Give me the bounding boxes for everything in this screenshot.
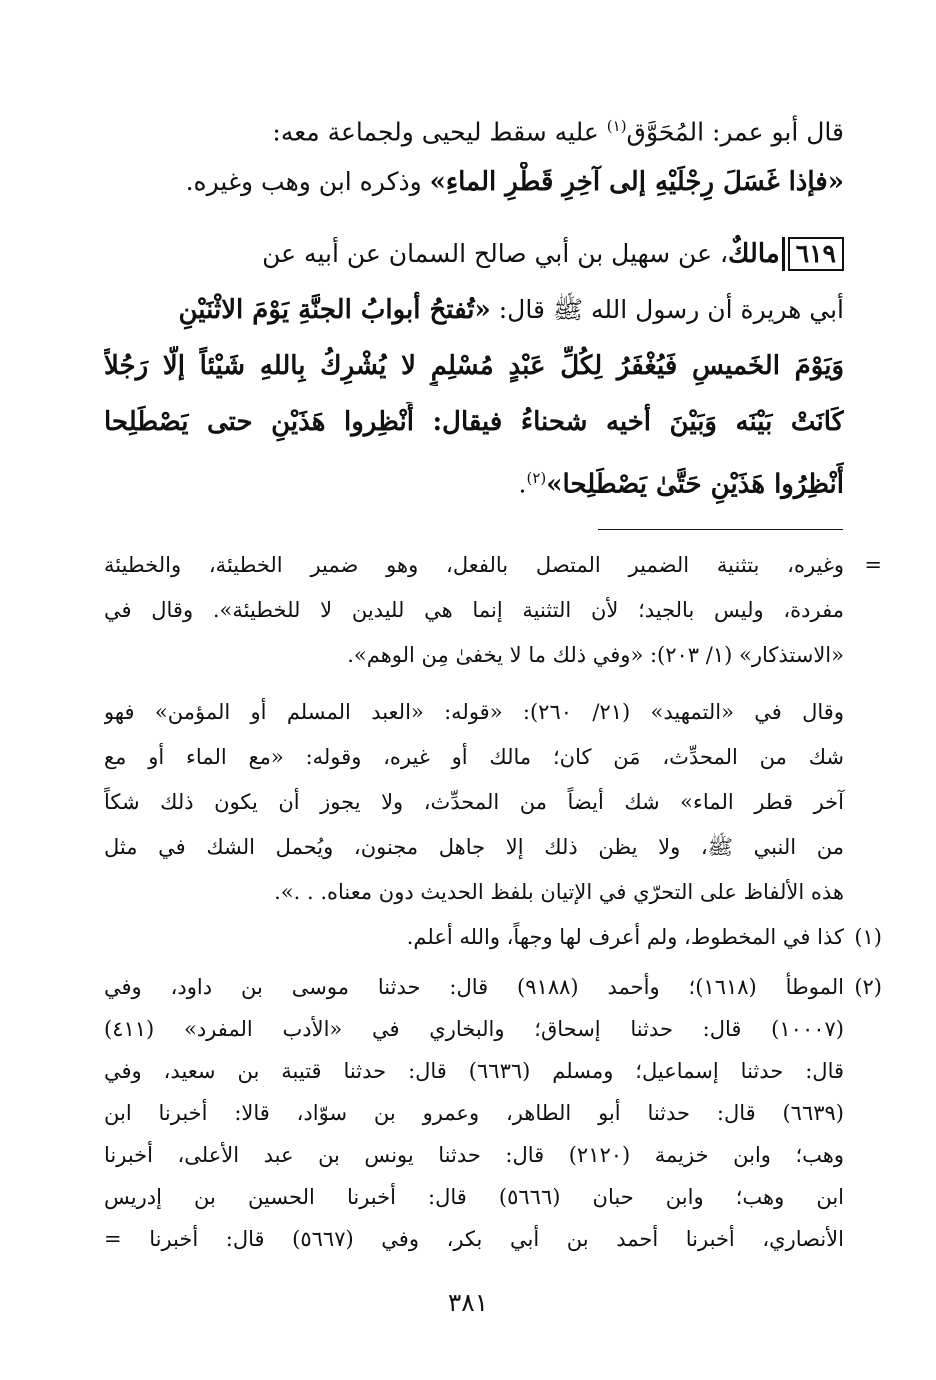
footnote-2-line-1 xyxy=(104,970,882,1004)
main-line-6: كَانَتْ بَيْنَه وَبَيْنَ أخيه شحناءُ فيقال: أَنْظِروا هَذَيْنِ حتى يَصْطَلِحا xyxy=(104,407,844,437)
footnote-2-line-3: قال: حدثنا إسماعيل؛ ومسلم (٦٦٣٦) قال: حدثنا قتيبة بن سعيد، وفي xyxy=(104,1059,845,1083)
text-span: قال أبو عمر: المُحَوَّق xyxy=(626,117,844,147)
footnote-tamhid-line-4: من النبي ﷺ، ولا يظن ذلك إلا جاهل مجنون، ويُحمل الشك في مثل xyxy=(104,835,844,859)
quote-text: «تُفتحُ أبوابُ الجنَّةِ يَوْمَ الاثْنَيْنِ xyxy=(178,295,491,325)
text-span: وغيره، بتثنية الضمير المتصل بالفعل، وهو ضمير الخطيئة، والخطيئة xyxy=(104,553,844,577)
text-span: وذكره ابن وهب وغيره. xyxy=(185,167,430,196)
footnote-tamhid-line-2: شك من المحدِّث، مَن كان؛ مالك أو غيره، وقوله: «مع الماء أو مع xyxy=(104,745,844,769)
footnote-1 xyxy=(104,920,882,954)
footnote-2-line-7: الأنصاري، أخبرنا أحمد بن أبي بكر، وفي (٥٦٦٧) قال: أخبرنا = xyxy=(104,1227,844,1251)
footnote-cont-line-2: مفردة، وليس بالجيد؛ لأن التثنية إنما هي لليدين لا للخطيئة». وقال في xyxy=(104,598,844,622)
footnote-2-line-4: (٦٦٣٩) قال: حدثنا أبو الطاهر، وعمرو بن سوّاد، قالا: أخبرنا ابن xyxy=(104,1101,844,1125)
main-line-5: وَيَوْمَ الخَميسِ فَيُغْفَرُ لِكُلِّ عَبْدٍ مُسْلِمٍ لا يُشْرِكُ بِاللهِ شَيْئاً إلَّا رَجُلاً xyxy=(104,351,844,381)
footnote-2-line-5: وهب؛ وابن خزيمة (٢١٢٠) قال: حدثنا يونس بن عبد الأعلى، أخبرنا xyxy=(104,1143,844,1167)
footnote-1-marker: (١) xyxy=(854,925,882,949)
main-line-7 xyxy=(104,458,844,504)
footnote-tamhid-line-3: آخر قطر الماء» شك أيضاً من المحدِّث، ولا يجوز أن يكون ذلك شكاً xyxy=(104,790,844,814)
main-line-3 xyxy=(104,234,844,274)
footnote-ref-1: (١) xyxy=(606,117,627,135)
footnote-cont-line-3: «الاستذكار» (١/ ٢٠٣): «وفي ذلك ما لا يخفىٰ مِن الوهم». xyxy=(347,643,844,667)
page-number: ٣٨١ xyxy=(447,1288,489,1317)
text-span: الموطأ (١٦١٨)؛ وأحمد (٩١٨٨) قال: حدثنا موسى بن داود، وفي xyxy=(104,975,844,999)
text-span: . xyxy=(518,469,527,499)
quote-text: «فإذا غَسَلَ رِجْلَيْهِ إلى آخِرِ قَطْرِ الماءِ» xyxy=(429,167,844,197)
footnote-ref-2: (٢) xyxy=(526,469,547,487)
hadith-number-badge: ٦١٩ xyxy=(788,237,844,271)
narrator-name: مالكٌ xyxy=(728,239,780,269)
main-line-2 xyxy=(104,162,844,202)
footnote-2-line-6: ابن وهب؛ وابن حبان (٥٦٦٦) قال: أخبرنا الحسين بن إدريس xyxy=(104,1185,845,1209)
main-line-1 xyxy=(104,106,844,152)
footnote-tamhid-line-1: وقال في «التمهيد» (٢١/ ٢٦٠): «قوله: «العبد المسلم أو المؤمن» فهو xyxy=(104,700,844,724)
footnote-2-line-2: (١٠٠٠٧) قال: حدثنا إسحاق؛ والبخاري في «الأدب المفرد» (٤١١) xyxy=(104,1017,844,1041)
continuation-marker: = xyxy=(864,553,882,577)
footnote-separator xyxy=(598,529,843,530)
text-span: كذا في المخطوط، ولم أعرف لها وجهاً، والله أعلم. xyxy=(406,925,844,949)
footnote-cont-line-1 xyxy=(104,548,882,582)
main-line-4 xyxy=(104,290,844,330)
text-span: ، عن سهيل بن أبي صالح السمان عن أبيه عن xyxy=(262,239,729,268)
text-span: عليه سقط ليحيى ولجماعة معه: xyxy=(272,117,607,147)
quote-text: أَنْظِرُوا هَذَيْنِ حَتَّىٰ يَصْطَلِحا» xyxy=(546,469,844,500)
footnote-tamhid-line-5: هذه الألفاظ على التحرّي في الإتيان بلفظ الحديث دون معناه. . .». xyxy=(274,880,844,904)
text-span: أبي هريرة أن رسول الله ﷺ قال: xyxy=(490,295,844,324)
footnote-2-marker: (٢) xyxy=(854,975,882,999)
